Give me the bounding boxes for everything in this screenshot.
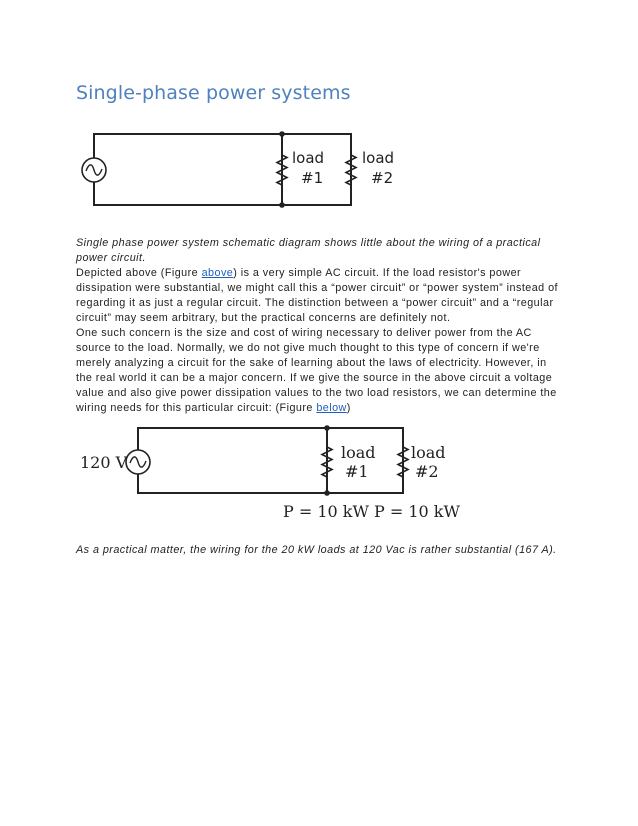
load2-number: #2 (415, 462, 439, 481)
page-title: Single-phase power systems (76, 82, 351, 104)
figure-above-link[interactable]: above (201, 267, 234, 279)
load1-number: #1 (301, 169, 324, 187)
body-text-lower (76, 543, 566, 558)
load2-label: load (362, 149, 395, 167)
ac-source-icon (126, 450, 150, 474)
paragraph-1: Depicted above (Figure above) is a very simple AC circuit. If the load resistor's power dissipation were substantial, we might call this a “power circuit” or “power system” instead of regarding it as just a regular circuit. The distinction between a “power circuit” and a “regular circuit” may seem arbitrary, but the practical concerns are definitely not. (76, 267, 558, 324)
load1-label: load (292, 149, 325, 167)
load1-label: load (341, 443, 376, 462)
load2-number: #2 (371, 169, 394, 187)
junction-dot (324, 425, 330, 431)
figure-below-link[interactable]: below (316, 402, 347, 414)
source-voltage-label: 120 V (80, 453, 128, 472)
load1-number: #1 (345, 462, 369, 481)
load2-label: load (411, 443, 446, 462)
figure-caption-2: As a practical matter, the wiring for the 20 kW loads at 120 Vac is rather substantial (167 A). (76, 544, 557, 556)
figure-caption-1: Single phase power system schematic diagram shows little about the wiring of a practical power circuit. (76, 237, 541, 264)
junction-dot (324, 490, 330, 496)
paragraph-2: One such concern is the size and cost of wiring necessary to deliver power from the AC source to the load. Normally, we do not give much thought to this type of concern if we're merely analyzing a circuit for the sake of learning about the laws of electricity. However, in the real world it can be a major concern. If we give the source in the above circuit a voltage value and also give power dissipation values to the two load resistors, we can determine the wiring needs for this particular circuit: (Figure below) (76, 327, 557, 414)
load1-power-label: P = 10 kW (283, 502, 369, 521)
load2-power-label: P = 10 kW (374, 502, 460, 521)
